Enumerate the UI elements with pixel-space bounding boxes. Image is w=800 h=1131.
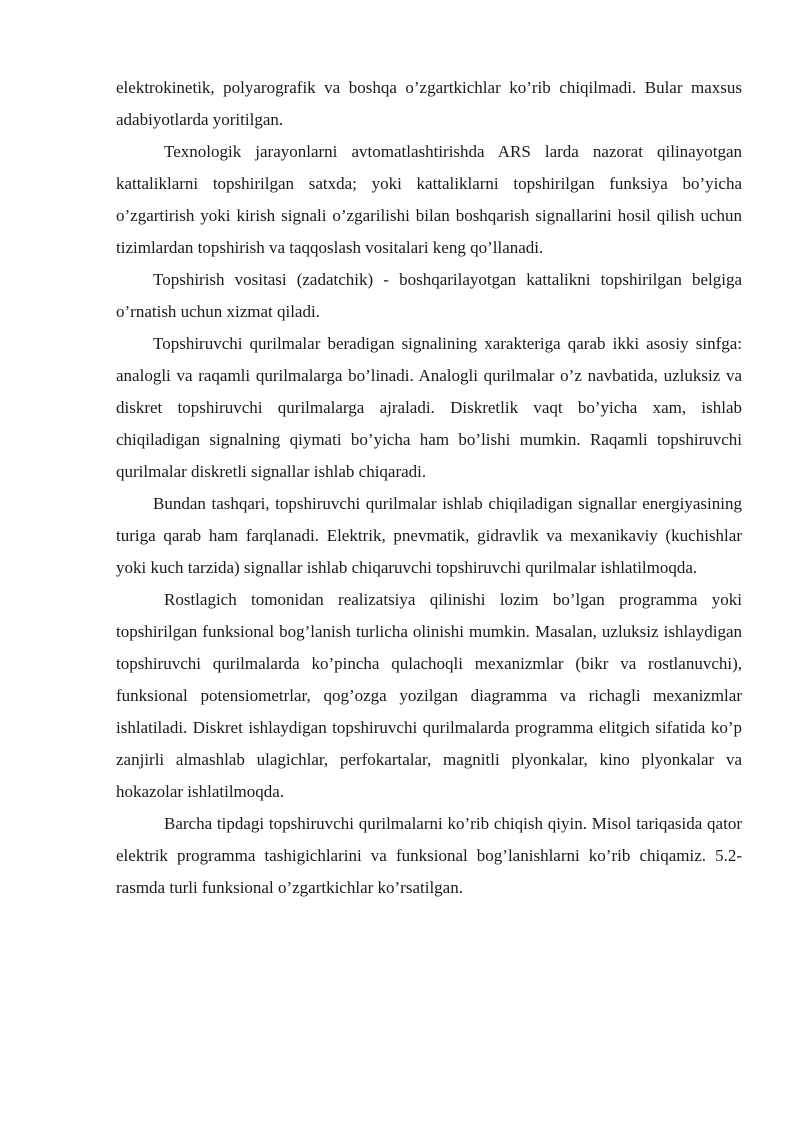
paragraph-setting-device: Topshirish vositasi (zadatchik) - boshqarilayotgan kattalikni topshirilgan belgiga o’rnatish uchun xizmat qiladi. xyxy=(116,270,742,321)
paragraph-program-functional-relation: Rostlagich tomonidan realizatsiya qilinishi lozim bo’lgan programma yoki topshirilgan funksional bog’lanish turlicha olinishi mumkin. Masalan, uzluksiz ishlaydigan topshiruvchi qurilmalarda ko’pincha qulachoqli mexanizmlar (bikr va rostlanuvchi), funksional potensiometrlar, qog’ozga yozilgan diagramma va richagli mexanizmlar ishlatiladi. Diskret ishlaydigan topshiruvchi qurilmalarda programma elitgich sifatida ko’p zanjirli almashlab ulagichlar, perfokartalar, magnitli plyonkalar, kino plyonkalar va hokazolar ishlatilmoqda. xyxy=(116,590,742,801)
paragraph-device-classes: Topshiruvchi qurilmalar beradigan signalining xarakteriga qarab ikki asosiy sinfga: analogli va raqamli qurilmalarga bo’linadi. Analogli qurilmalar o’z navbatida, uzluksiz va diskret topshiruvchi qurilmalarga ajraladi. Diskretlik vaqt bo’yicha xam, ishlab chiqiladigan signalning qiymati bo’yicha ham bo’lishi mumkin. Raqamli topshiruvchi qurilmalar diskretli signallar ishlab chiqaradi. xyxy=(116,334,742,481)
paragraph-electric-program-carriers: Barcha tipdagi topshiruvchi qurilmalarni ko’rib chiqish qiyin. Misol tariqasida qator elektrik programma tashigichlarini va funksional bog’lanishlarni ko’rib chiqamiz. 5.2-rasmda turli funksional o’zgartkichlar ko’rsatilgan. xyxy=(116,814,742,897)
document-page xyxy=(116,72,742,904)
paragraph-signal-energy: Bundan tashqari, topshiruvchi qurilmalar ishlab chiqiladigan signallar energiyasining turiga qarab ham farqlanadi. Elektrik, pnevmatik, gidravlik va mexanikaviy (kuchishlar yoki kuch tarzida) signallar ishlab chiqaruvchi topshiruvchi qurilmalar ishlatilmoqda. xyxy=(116,494,742,577)
paragraph-technological-processes: Texnologik jarayonlarni avtomatlashtirishda ARS larda nazorat qilinayotgan kattaliklarni topshirilgan satxda; yoki kattaliklarni topshirilgan funksiya bo’yicha o’zgartirish yoki kirish signali o’zgarilishi bilan boshqarish signallarini hosil qilish uchun tizimlardan topshirish va taqqoslash vositalari keng qo’llanadi. xyxy=(116,142,742,257)
paragraph-intro-continuation: elektrokinetik, polyarografik va boshqa o’zgartkichlar ko’rib chiqilmadi. Bular maxsus adabiyotlarda yoritilgan. xyxy=(116,78,742,129)
